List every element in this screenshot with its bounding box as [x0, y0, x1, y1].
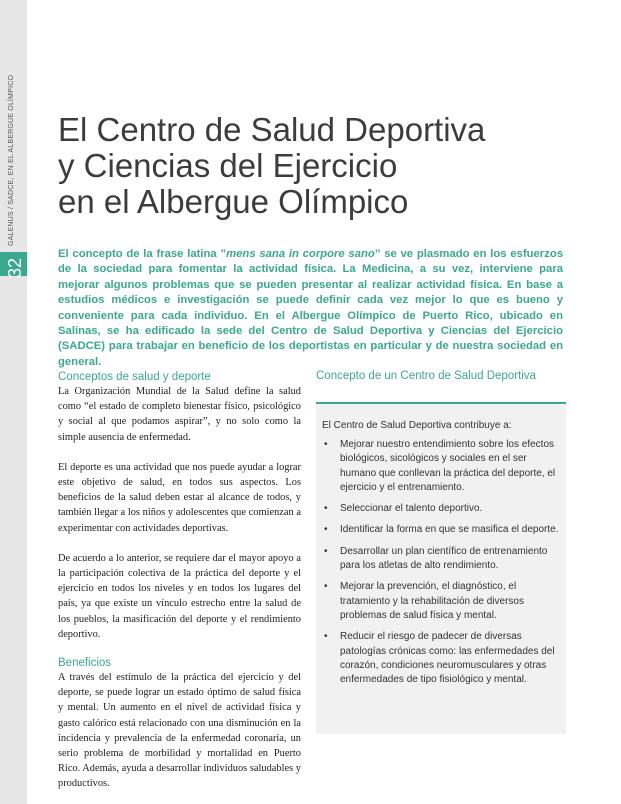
- list-item: • Desarrollar un plan científico de entrenamiento para los atletas de alto rendimiento.: [324, 545, 560, 574]
- list-item: • Mejorar nuestro entendimiento sobre los efectos biológicos, sicológicos y sociales en el ser humano que conllevan la práctica del deporte, el ejercicio y el entrenamiento.: [324, 438, 560, 495]
- list-item: • Seleccionar el talento deportivo.: [324, 502, 560, 516]
- box-bullet-list: [324, 438, 560, 694]
- left-column: [58, 370, 301, 792]
- running-head-text: GALENUS / SADCE, EN EL ALBERGUE OLÍMPICO: [8, 74, 15, 246]
- section-heading-beneficios: Beneficios: [58, 657, 112, 670]
- title-line-3: en el Albergue Olímpico: [58, 183, 409, 220]
- paragraph-1: La Organización Mundial de la Salud define la salud como “el estado de completo bienestar físico, psicológico y social al que podamos aspirar”, y no solo como la simple ausencia de enfermedad.: [58, 386, 301, 443]
- list-item: • Identificar la forma en que se masifica el deporte.: [324, 523, 560, 537]
- title-line-1: El Centro de Salud Deportiva: [58, 111, 486, 148]
- list-item: • Mejorar la prevención, el diagnóstico, el tratamiento y la rehabilitación de diversos problemas de salud física y mental.: [324, 580, 560, 623]
- paragraph-4: A través del estímulo de la práctica del ejercicio y del deporte, se puede lograr un estado óptimo de salud física y mental. Un aumento en el nivel de actividad física y gasto calórico está relacionado con una disminución en la incidencia y prevalencia de la enfermedad coronaria, un serio problema de morbilidad y mortalidad en Puerto Rico. Además, ayuda a desarrollar individuos saludables y productivos.: [58, 672, 301, 790]
- section-heading-conceptos: Conceptos de salud y deporte: [58, 371, 211, 383]
- page-title: [58, 112, 578, 220]
- paragraph-2: El deporte es una actividad que nos puede ayudar a lograr este objetivo de salud, en todos sus aspectos. Los beneficios de la salud deben estar al alcance de todos, y también llegar a los niños y adolescentes que comienzan a experimentar con actividades deportivas.: [58, 461, 301, 534]
- lead-paragraph: [58, 247, 563, 370]
- list-item: • Reducir el riesgo de padecer de diversas patologías crónicas como: las enfermedades del corazón, condiciones neuromusculares y otras enfermedades de tipo fisiológico y mental.: [324, 630, 560, 687]
- title-line-2: y Ciencias del Ejercicio: [58, 147, 398, 184]
- sidebar-box-heading: Concepto de un Centro de Salud Deportiva: [316, 370, 536, 382]
- lead-emphasis: mens sana in corpore sano: [226, 248, 375, 260]
- paragraph-3: De acuerdo a lo anterior, se requiere dar el mayor apoyo a la participación colectiva de la práctica del deporte y el ejercicio en todos los niveles y en todos los lugares del país, ya que existe un vínculo estrecho entre la salud de los pueblos, la masificación del deporte y el rendimiento deportivo.: [58, 552, 301, 640]
- lead-before: El concepto de la frase latina ”: [58, 248, 227, 260]
- page-number-text: 32: [5, 257, 25, 278]
- box-intro: El Centro de Salud Deportiva contribuye a:: [322, 420, 512, 431]
- lead-after: ” se ve plasmado en los esfuerzos de la sociedad para fomentar la actividad física. La Medicina, a su vez, interviene para mejorar algunos problemas que se pueden presentar al realizar actividad física. En base a estudios médicos e investigación se puede definir cada vez mejor lo que es bueno y conveniente para cada individuo. En el Albergue Olímpico de Puerto Rico, ubicado en Salinas, se ha edificado la sede del Centro de Salud Deportiva y Ciencias del Ejercicio (SADCE) para trabajar en beneficio de los deportistas en particular y de nuestra sociedad en general.: [58, 248, 564, 368]
